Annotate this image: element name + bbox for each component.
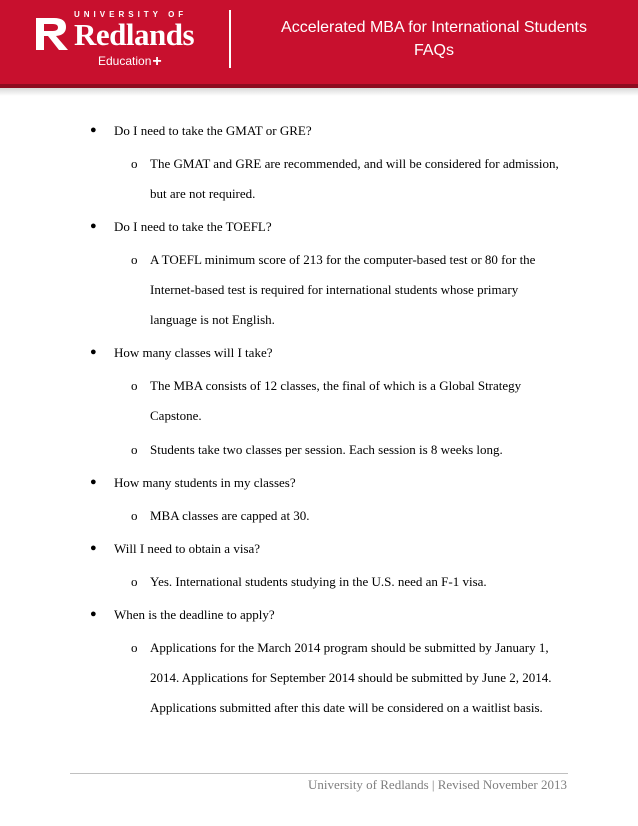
faq-answer-line: A TOEFL minimum score of 213 for the computer-based test or 80 for the xyxy=(150,252,536,267)
faq-answer xyxy=(88,567,608,597)
faq-question xyxy=(88,469,608,496)
logo-sub xyxy=(98,53,162,71)
faq-answer xyxy=(88,149,608,209)
faq-question xyxy=(88,535,608,562)
bullet-icon: ● xyxy=(90,542,97,554)
redlands-r-logo-icon xyxy=(34,16,74,52)
faq-answer-line: Students take two classes per session. Each session is 8 weeks long. xyxy=(150,442,503,457)
faq-answer-line: Applications for the March 2014 program should be submitted by January 1, xyxy=(150,640,549,655)
university-logo xyxy=(34,10,194,72)
sub-bullet-icon: o xyxy=(131,156,138,171)
faq-answer xyxy=(88,501,608,531)
title-line-1: Accelerated MBA for International Students xyxy=(281,19,587,36)
faq-answer-line: Internet-based test is required for international students whose primary xyxy=(150,282,519,297)
logo-top-text: UNIVERSITY OF xyxy=(74,10,188,19)
faq-answer-line: The MBA consists of 12 classes, the final of which is a Global Strategy xyxy=(150,378,522,393)
faq-question-text: How many students in my classes? xyxy=(114,475,296,490)
logo-name: Redlands xyxy=(74,17,195,52)
bullet-icon: ● xyxy=(90,346,97,358)
faq-question xyxy=(88,117,608,144)
logo-sub-text: Education xyxy=(98,54,152,68)
faq-question xyxy=(88,339,608,366)
faq-answer xyxy=(88,633,608,723)
faq-answer-line: language is not English. xyxy=(150,312,275,327)
faq-answer-line: The GMAT and GRE are recommended, and will be considered for admission, xyxy=(150,156,559,171)
bullet-icon: ● xyxy=(90,476,97,488)
sub-bullet-icon: o xyxy=(131,442,138,457)
sub-bullet-icon: o xyxy=(131,252,138,267)
header-divider xyxy=(229,10,231,68)
faq-answer-line: but are not required. xyxy=(150,186,256,201)
faq-answer-line: 2014. Applications for September 2014 should be submitted by June 2, 2014. xyxy=(150,670,552,685)
sub-bullet-icon: o xyxy=(131,640,138,655)
faq-question-text: When is the deadline to apply? xyxy=(114,607,275,622)
faq-question xyxy=(88,601,608,628)
logo-plus: + xyxy=(152,53,162,70)
faq-answer-line: Capstone. xyxy=(150,408,202,423)
faq-answer xyxy=(88,245,608,335)
faq-answer xyxy=(88,371,608,431)
sub-bullet-icon: o xyxy=(131,508,138,523)
faq-question xyxy=(88,213,608,240)
document-title xyxy=(240,16,628,62)
faq-question-text: How many classes will I take? xyxy=(114,345,273,360)
bullet-icon: ● xyxy=(90,124,97,136)
faq-list xyxy=(88,117,608,727)
faq-question-text: Do I need to take the GMAT or GRE? xyxy=(114,123,312,138)
faq-question-text: Do I need to take the TOEFL? xyxy=(114,219,272,234)
sub-bullet-icon: o xyxy=(131,574,138,589)
page-footer: University of Redlands | Revised November 2013 xyxy=(308,777,567,792)
faq-answer-line: Yes. International students studying in the U.S. need an F-1 visa. xyxy=(150,574,487,589)
faq-answer-line: Applications submitted after this date will be considered on a waitlist basis. xyxy=(150,700,543,715)
footer-rule xyxy=(70,773,568,774)
header-shadow xyxy=(0,88,638,96)
faq-answer xyxy=(88,435,608,465)
faq-question-text: Will I need to obtain a visa? xyxy=(114,541,261,556)
faq-answer-line: MBA classes are capped at 30. xyxy=(150,508,310,523)
bullet-icon: ● xyxy=(90,220,97,232)
title-line-2: FAQs xyxy=(413,42,454,59)
sub-bullet-icon: o xyxy=(131,378,138,393)
bullet-icon: ● xyxy=(90,608,97,620)
page-header xyxy=(0,0,638,88)
